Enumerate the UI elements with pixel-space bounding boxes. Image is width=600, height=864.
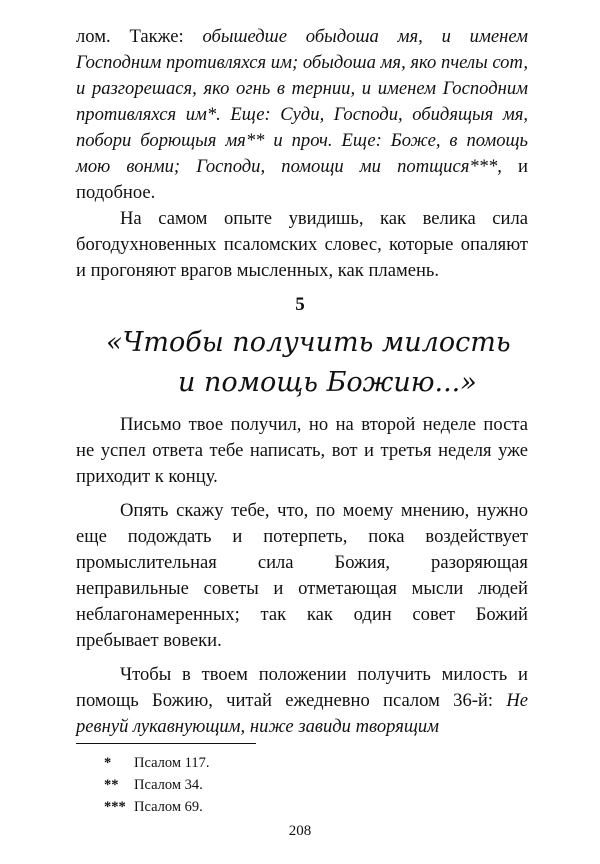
footnotes [104,752,210,818]
paragraph-1-space [221,104,231,125]
chapter-title [100,323,530,403]
chapter-number: 5 [295,294,305,315]
footnote-mark: * [104,755,112,771]
footnote [104,752,210,774]
paragraph-5-text: Чтобы в твоем положении получить милость и помощь Божию, читай ежедневно псалом 36-й: [76,664,528,711]
psalm-quote-3: Не ревнуй лукавнующим, ниже завиди творящим [76,690,528,737]
footnote [104,774,210,796]
psalm-quote-2: Еще: Суди, Господи, обидящыя мя, побори борющыя мя** и проч. Еще: Боже, в помощь мою вонми; Господи, помощи ми потщися*** [76,104,528,177]
footnote-text: Псалом 117. [134,755,210,771]
paragraph-3: Письмо твое получил, но на второй неделе поста не успел ответа тебе написать, вот и третья неделя уже приходит к концу. [76,414,528,487]
paragraph-4: Опять скажу тебе, что, по моему мнению, нужно еще подождать и потерпеть, пока воздействует промыслительная сила Божия, разоряющая неправильные советы и отметающая мысли людей неблагонамеренных; так как один совет Божий пребывает вовеки. [76,500,528,651]
footnote-mark: *** [104,799,126,815]
paragraph-1 [76,24,528,206]
psalm-quote-1: обышедше обыдоша мя, и именем Господним противляхся им; обыдоша мя, яко пчелы сот, и разгорешася, яко огнь в тернии, и именем Господним противляхся им*. [76,26,528,125]
page-number: 208 [288,823,312,839]
paragraph-1-ending: , и подобное. [76,156,528,203]
footnote-mark: ** [104,777,119,793]
paragraph-5 [76,662,528,740]
text-block-top [76,24,528,284]
footnote-divider [76,743,256,744]
chapter-title-line-1: «Чтобы получить милость [106,327,511,358]
paragraph-2: На самом опыте увидишь, как велика сила богодухновенных псаломских словес, которые опаляют и прогоняют врагов мысленных, как пламень. [76,208,528,281]
text-block-letter [76,412,528,740]
paragraph-1-text: лом. Также: [76,26,203,47]
footnote [104,796,210,818]
footnote-text: Псалом 69. [134,799,203,815]
chapter-title-line-2: и помощь Божию...» [178,367,477,398]
footnote-text: Псалом 34. [134,777,203,793]
